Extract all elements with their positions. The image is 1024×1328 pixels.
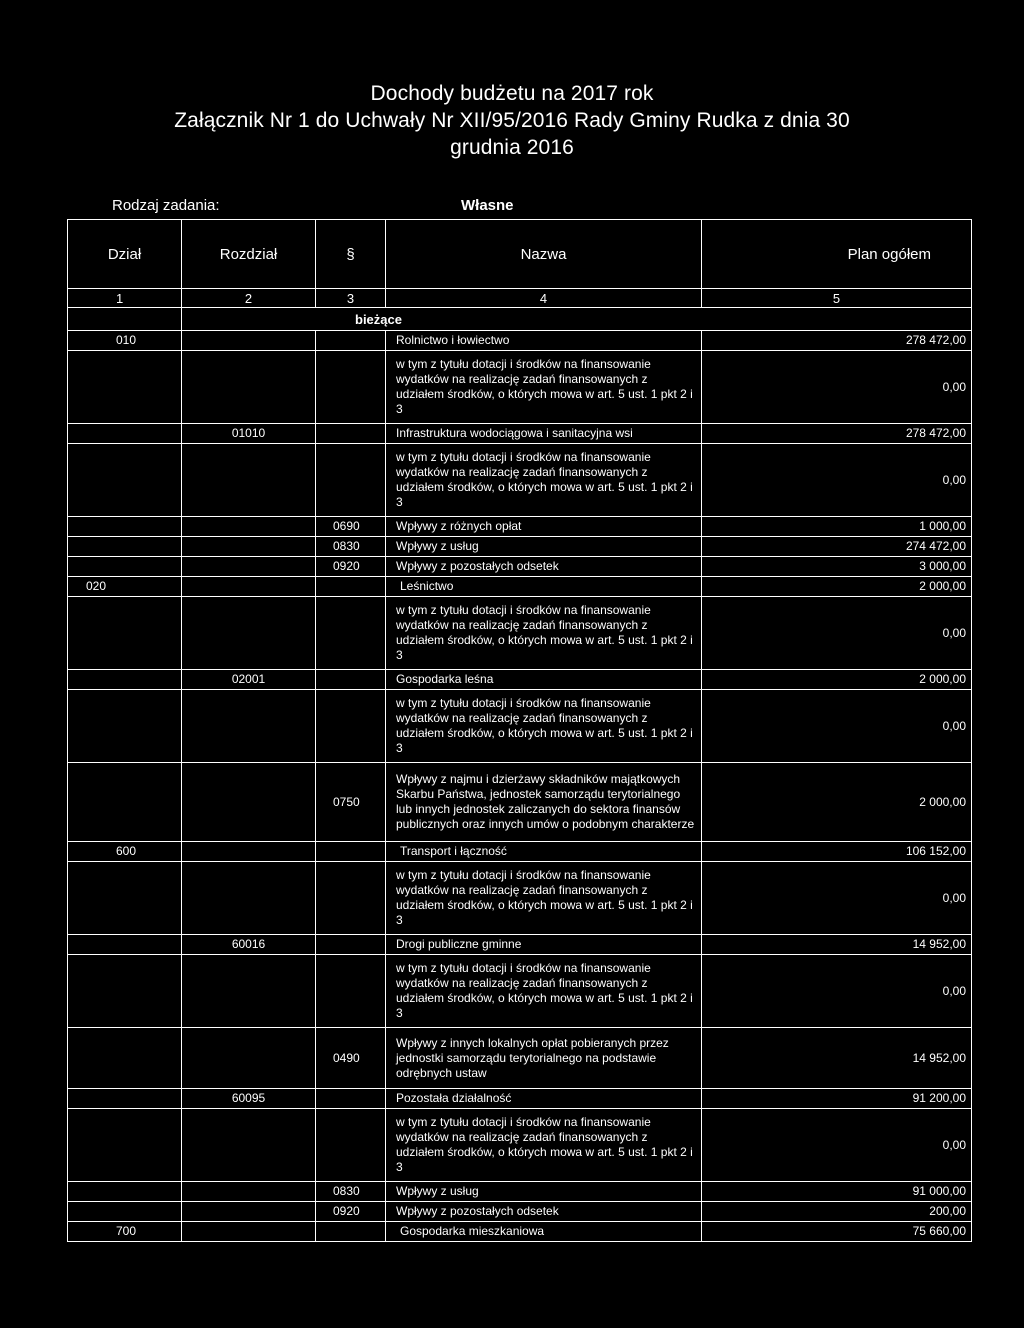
table-row xyxy=(68,557,972,577)
cell-plan: 3 000,00 xyxy=(702,557,972,577)
header-plan: Plan ogółem xyxy=(702,220,972,289)
table-row xyxy=(68,351,972,424)
cell-dzial xyxy=(68,537,182,557)
cell-nazwa: Infrastruktura wodociągowa i sanitacyjna wsi xyxy=(386,424,702,444)
table-row xyxy=(68,444,972,517)
cell-paragraf xyxy=(316,577,386,597)
cell-plan: 0,00 xyxy=(702,1109,972,1182)
cell-paragraf: 0690 xyxy=(316,517,386,537)
cell-plan: 2 000,00 xyxy=(702,670,972,690)
task-type-row xyxy=(0,197,1024,219)
cell-paragraf xyxy=(316,1089,386,1109)
cell-nazwa: Transport i łączność xyxy=(386,842,702,862)
task-type-value: Własne xyxy=(461,197,514,214)
cell-dzial xyxy=(68,670,182,690)
cell-rozdzial: 02001 xyxy=(182,670,316,690)
cell-dzial xyxy=(68,517,182,537)
cell-nazwa: Wpływy z pozostałych odsetek xyxy=(386,1202,702,1222)
cell-rozdzial xyxy=(182,331,316,351)
table-row xyxy=(68,1202,972,1222)
cell-dzial xyxy=(68,955,182,1028)
cell-rozdzial: 01010 xyxy=(182,424,316,444)
cell-rozdzial xyxy=(182,597,316,670)
cell-nazwa: w tym z tytułu dotacji i środków na finansowanie wydatków na realizację zadań finansowanych z udziałem środków, o których mowa w art. 5 ust. 1 pkt 2 i 3 xyxy=(386,444,702,517)
cell-dzial xyxy=(68,1182,182,1202)
cell-rozdzial xyxy=(182,763,316,842)
cell-nazwa: w tym z tytułu dotacji i środków na finansowanie wydatków na realizację zadań finansowanych z udziałem środków, o których mowa w art. 5 ust. 1 pkt 2 i 3 xyxy=(386,1109,702,1182)
cell-rozdzial xyxy=(182,1109,316,1182)
table-row xyxy=(68,1182,972,1202)
title-line-3: grudnia 2016 xyxy=(450,136,574,159)
cell-dzial xyxy=(68,351,182,424)
cell-nazwa: w tym z tytułu dotacji i środków na finansowanie wydatków na realizację zadań finansowanych z udziałem środków, o których mowa w art. 5 ust. 1 pkt 2 i 3 xyxy=(386,862,702,935)
cell-plan: 91 000,00 xyxy=(702,1182,972,1202)
cell-rozdzial xyxy=(182,577,316,597)
cell-rozdzial xyxy=(182,517,316,537)
cell-plan: 14 952,00 xyxy=(702,935,972,955)
cell-paragraf xyxy=(316,444,386,517)
cell-plan: 0,00 xyxy=(702,351,972,424)
table-row xyxy=(68,597,972,670)
cell-nazwa: Wpływy z innych lokalnych opłat pobieranych przez jednostki samorządu terytorialnego na podstawie odrębnych ustaw xyxy=(386,1028,702,1089)
cell-rozdzial xyxy=(182,690,316,763)
cell-paragraf: 0830 xyxy=(316,537,386,557)
cell-dzial xyxy=(68,1109,182,1182)
cell-rozdzial: 60016 xyxy=(182,935,316,955)
cell-dzial: 700 xyxy=(68,1222,182,1242)
cell-dzial xyxy=(68,557,182,577)
cell-nazwa: Wpływy z usług xyxy=(386,1182,702,1202)
cell-nazwa: w tym z tytułu dotacji i środków na finansowanie wydatków na realizację zadań finansowanych z udziałem środków, o których mowa w art. 5 ust. 1 pkt 2 i 3 xyxy=(386,351,702,424)
cell-paragraf xyxy=(316,424,386,444)
table-row xyxy=(68,763,972,842)
cell-dzial: 600 xyxy=(68,842,182,862)
table-row xyxy=(68,1109,972,1182)
table-row xyxy=(68,670,972,690)
section-row xyxy=(68,308,972,331)
column-number: 2 xyxy=(182,289,316,308)
cell-plan: 75 660,00 xyxy=(702,1222,972,1242)
column-number: 4 xyxy=(386,289,702,308)
header-paragraf: § xyxy=(316,220,386,289)
cell-paragraf: 0750 xyxy=(316,763,386,842)
budget-table xyxy=(67,219,972,1242)
table-row xyxy=(68,955,972,1028)
cell-dzial xyxy=(68,597,182,670)
cell-rozdzial xyxy=(182,955,316,1028)
table-row xyxy=(68,517,972,537)
cell-nazwa: Drogi publiczne gminne xyxy=(386,935,702,955)
cell-nazwa: Leśnictwo xyxy=(386,577,702,597)
cell-plan: 2 000,00 xyxy=(702,763,972,842)
cell-paragraf xyxy=(316,862,386,935)
title-line-1: Dochody budżetu na 2017 rok xyxy=(370,82,654,105)
cell-paragraf: 0920 xyxy=(316,1202,386,1222)
column-number: 1 xyxy=(68,289,182,308)
cell-paragraf xyxy=(316,1222,386,1242)
table-row xyxy=(68,537,972,557)
column-number: 3 xyxy=(316,289,386,308)
cell-paragraf xyxy=(316,842,386,862)
section-label: bieżące xyxy=(182,308,972,331)
cell-paragraf xyxy=(316,351,386,424)
cell-paragraf xyxy=(316,690,386,763)
cell-dzial xyxy=(68,690,182,763)
header-nazwa: Nazwa xyxy=(386,220,702,289)
cell-rozdzial xyxy=(182,1222,316,1242)
table-row xyxy=(68,842,972,862)
cell-nazwa: Pozostała działalność xyxy=(386,1089,702,1109)
title-line-2: Załącznik Nr 1 do Uchwały Nr XII/95/2016 Rady Gminy Rudka z dnia 30 xyxy=(174,109,850,132)
cell-paragraf: 0920 xyxy=(316,557,386,577)
table-row xyxy=(68,862,972,935)
cell-dzial: 020 xyxy=(68,577,182,597)
cell-paragraf xyxy=(316,670,386,690)
cell-nazwa: Gospodarka mieszkaniowa xyxy=(386,1222,702,1242)
cell-paragraf xyxy=(316,955,386,1028)
cell-plan: 278 472,00 xyxy=(702,424,972,444)
cell-plan: 0,00 xyxy=(702,690,972,763)
cell-rozdzial: 60095 xyxy=(182,1089,316,1109)
table-row xyxy=(68,331,972,351)
cell-plan: 200,00 xyxy=(702,1202,972,1222)
table-row xyxy=(68,690,972,763)
cell-rozdzial xyxy=(182,537,316,557)
cell-rozdzial xyxy=(182,557,316,577)
cell-paragraf: 0830 xyxy=(316,1182,386,1202)
cell-plan: 14 952,00 xyxy=(702,1028,972,1089)
cell-plan: 274 472,00 xyxy=(702,537,972,557)
cell-plan: 2 000,00 xyxy=(702,577,972,597)
table-header-row xyxy=(68,220,972,289)
cell-dzial xyxy=(68,763,182,842)
cell-rozdzial xyxy=(182,444,316,517)
header-dzial: Dział xyxy=(68,220,182,289)
table-row xyxy=(68,1089,972,1109)
cell-rozdzial xyxy=(182,1028,316,1089)
header-rozdzial: Rozdział xyxy=(182,220,316,289)
cell-paragraf xyxy=(316,935,386,955)
cell-plan: 0,00 xyxy=(702,597,972,670)
cell-dzial xyxy=(68,862,182,935)
cell-dzial xyxy=(68,424,182,444)
cell-dzial xyxy=(68,1089,182,1109)
cell-nazwa: Wpływy z pozostałych odsetek xyxy=(386,557,702,577)
table-row xyxy=(68,577,972,597)
cell-rozdzial xyxy=(182,842,316,862)
cell-plan: 0,00 xyxy=(702,444,972,517)
table-row xyxy=(68,424,972,444)
cell-plan: 91 200,00 xyxy=(702,1089,972,1109)
cell-rozdzial xyxy=(182,1182,316,1202)
task-type-label: Rodzaj zadania: xyxy=(112,197,220,214)
cell-plan: 0,00 xyxy=(702,862,972,935)
cell-rozdzial xyxy=(182,351,316,424)
cell-plan: 278 472,00 xyxy=(702,331,972,351)
cell-plan: 1 000,00 xyxy=(702,517,972,537)
cell-nazwa: Wpływy z najmu i dzierżawy składników majątkowych Skarbu Państwa, jednostek samorządu terytorialnego lub innych jednostek zaliczanych do sektora finansów publicznych oraz innych umów o podobnym charakterze xyxy=(386,763,702,842)
cell-dzial xyxy=(68,444,182,517)
cell-nazwa: w tym z tytułu dotacji i środków na finansowanie wydatków na realizację zadań finansowanych z udziałem środków, o których mowa w art. 5 ust. 1 pkt 2 i 3 xyxy=(386,597,702,670)
cell-dzial xyxy=(68,935,182,955)
cell-paragraf xyxy=(316,331,386,351)
cell-nazwa: Gospodarka leśna xyxy=(386,670,702,690)
document-title xyxy=(0,80,1024,161)
table-row xyxy=(68,1222,972,1242)
cell-dzial xyxy=(68,1028,182,1089)
table-row xyxy=(68,1028,972,1089)
cell-paragraf xyxy=(316,597,386,670)
table-row xyxy=(68,935,972,955)
cell-nazwa: Wpływy z usług xyxy=(386,537,702,557)
cell-plan: 0,00 xyxy=(702,955,972,1028)
cell-dzial: 010 xyxy=(68,331,182,351)
cell-paragraf: 0490 xyxy=(316,1028,386,1089)
cell-nazwa: w tym z tytułu dotacji i środków na finansowanie wydatków na realizację zadań finansowanych z udziałem środków, o których mowa w art. 5 ust. 1 pkt 2 i 3 xyxy=(386,955,702,1028)
cell-nazwa: Wpływy z różnych opłat xyxy=(386,517,702,537)
cell-plan: 106 152,00 xyxy=(702,842,972,862)
cell-nazwa: Rolnictwo i łowiectwo xyxy=(386,331,702,351)
cell-nazwa: w tym z tytułu dotacji i środków na finansowanie wydatków na realizację zadań finansowanych z udziałem środków, o których mowa w art. 5 ust. 1 pkt 2 i 3 xyxy=(386,690,702,763)
cell-dzial xyxy=(68,1202,182,1222)
cell-rozdzial xyxy=(182,862,316,935)
cell-rozdzial xyxy=(182,1202,316,1222)
column-number-row xyxy=(68,289,972,308)
cell-paragraf xyxy=(316,1109,386,1182)
column-number: 5 xyxy=(702,289,972,308)
